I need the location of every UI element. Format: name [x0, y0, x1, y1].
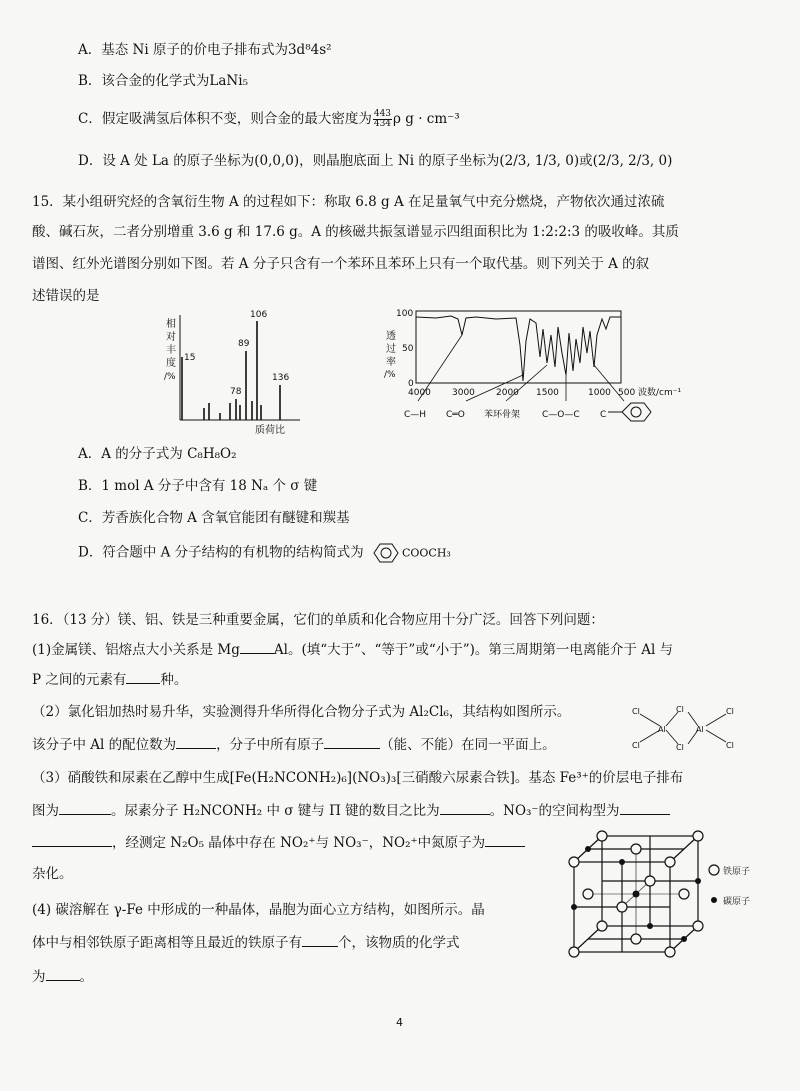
q15-option-b: B．1 mol A 分子中含有 18 Nₐ 个 σ 键: [78, 478, 318, 494]
q16-part1-text-d: 种。: [160, 672, 188, 688]
q15-stem-line-3: 谱图、红外光谱图分别如下图。若 A 分子只含有一个苯环且苯环上只有一个取代基。则下列关于 A 的叙: [32, 256, 650, 272]
cl-atom: Cl: [676, 743, 684, 752]
legend-carbon-icon: [711, 897, 717, 903]
q14-coordinate-1: (2/3, 1/3, 0): [499, 153, 580, 169]
svg-text:1500: 1500: [536, 388, 559, 398]
ms-peak-label-78: 78: [230, 387, 242, 397]
ir-band-co: C═O: [446, 410, 465, 420]
q16-part3-line3: [32, 834, 525, 851]
q16-part4-line1: (4) 碳溶解在 γ-Fe 中形成的一种晶体，晶胞为面心立方结构，如图所示。晶: [32, 902, 485, 918]
ir-x-axis-label: 波数/cm⁻¹: [638, 388, 682, 398]
ms-y-axis-label: [164, 317, 176, 382]
ms-peak-label-136: 136: [272, 373, 290, 383]
ir-y-axis-label: [384, 330, 396, 380]
q14-option-a: A．基态 Ni 原子的价电子排布式为3d⁸4s²: [78, 42, 332, 58]
page-number: 4: [396, 1016, 403, 1029]
svg-text:2000: 2000: [496, 388, 519, 398]
ir-y-tick-0: 0: [408, 379, 414, 389]
q16-stem: 16．（13 分）镁、铝、铁是三种重要金属，它们的单质和化合物应用十分广泛。回答下列问题：: [32, 612, 604, 628]
svg-text:/%: /%: [384, 370, 396, 380]
answer-blank-8[interactable]: [32, 834, 112, 847]
legend-iron-icon: [709, 865, 719, 875]
ms-peak-label-89: 89: [238, 339, 250, 349]
ir-band-coc: C—O—C: [542, 410, 580, 420]
al-atom: Al: [658, 725, 666, 734]
q16-part3-line2: [32, 802, 670, 819]
svg-text:度: 度: [166, 358, 176, 369]
ms-peak-label-15: 15: [184, 353, 196, 363]
q15-stem-line-2: 酸、碱石灰，二者分别增重 3.6 g 和 17.6 g。A 的核磁共振氢谱显示四组面积比为 1:2:2:3 的吸收峰。其质: [32, 224, 679, 240]
q16-part4-text-b: 个，该物质的化学式: [338, 935, 460, 951]
svg-text:过: 过: [386, 344, 396, 355]
q16-part3-text-c: 。NO₃⁻的空间构型为: [489, 803, 620, 819]
q14-option-d-text: D．设 A 处 La 的原子坐标为(0,0,0)，则晶胞底面上 Ni 的原子坐标为: [78, 153, 500, 169]
ir-spectrum-figure: [366, 305, 696, 434]
answer-blank-11[interactable]: [46, 968, 80, 981]
svg-text:相: 相: [166, 319, 176, 330]
svg-text:4000: 4000: [408, 388, 431, 398]
q14-option-c-unit: ρ g · cm⁻³: [393, 111, 460, 127]
answer-blank-9[interactable]: [485, 834, 525, 847]
ms-peaks: [182, 321, 280, 420]
ir-band-c-benzene: C: [600, 410, 607, 420]
svg-text:/%: /%: [164, 372, 176, 382]
cl-atom: Cl: [632, 741, 640, 750]
svg-text:1000: 1000: [588, 388, 611, 398]
ms-x-axis-label: 质荷比: [255, 425, 285, 436]
q16-part1-text-a: (1)金属镁、铝熔点大小关系是 Mg: [32, 642, 240, 658]
q16-part3-line4: 杂化。: [32, 866, 73, 882]
answer-blank-10[interactable]: [302, 934, 338, 947]
ms-peak-label-106: 106: [250, 310, 268, 320]
ir-y-tick-50: 50: [402, 344, 414, 354]
cl-atom: Cl: [632, 707, 640, 716]
fcc-crystal-figure: [566, 826, 756, 970]
q16-part2-text-b: ，分子中所有原子: [216, 737, 325, 753]
cl-atom: Cl: [676, 705, 684, 714]
q14-option-c: [78, 110, 460, 129]
q15-option-d-text: D．符合题中 A 分子结构的有机物的结构简式为: [78, 544, 364, 561]
q14-option-d: [78, 153, 672, 169]
legend-carbon-label: 碳原子: [723, 897, 751, 907]
q16-part3-text-b: 。尿素分子 H₂NCONH₂ 中 σ 键与 Π 键的数目之比为: [111, 803, 440, 819]
q16-part2-text-c: （能、不能）在同一平面上。: [380, 737, 556, 753]
q16-part1-line2: [32, 671, 187, 688]
svg-text:透: 透: [386, 331, 396, 342]
benzene-ring-icon: [368, 542, 402, 564]
q16-part3-line1: （3）硝酸铁和尿素在乙醇中生成[Fe(H₂NCONH₂)₆](NO₃)₃[三硝酸六尿素合铁]。基态 Fe³⁺的价层电子排布: [32, 770, 684, 786]
q14-coordinate-2: (2/3, 2/3, 0): [592, 153, 673, 169]
q15-option-d-group: COOCH₃: [401, 546, 451, 560]
q15-option-c: C．芳香族化合物 A 含氧官能团有醚键和羰基: [78, 510, 350, 526]
fraction-numerator: 443: [373, 109, 392, 119]
answer-blank-2[interactable]: [126, 671, 160, 684]
svg-text:丰: 丰: [166, 345, 176, 356]
svg-text:率: 率: [386, 357, 396, 368]
fraction-denominator: 434: [373, 119, 392, 129]
q16-part1-text-b: Al。(填“大于”、“等于”或“小于”)。第三周期第一电离能介于 Al 与: [273, 642, 674, 658]
ir-band-ch: C—H: [404, 410, 427, 420]
cl-atom: Cl: [726, 741, 734, 750]
benzene-ring-icon: [608, 403, 651, 421]
legend-iron-label: 铁原子: [723, 867, 751, 877]
al-atom: Al: [696, 725, 704, 734]
q16-part2-line1: （2）氯化铝加热时易升华，实验测得升华所得化合物分子式为 Al₂Cl₆，其结构如图所示。: [32, 704, 571, 720]
answer-blank-5[interactable]: [59, 802, 111, 815]
q16-part2-line2: [32, 736, 556, 753]
q14-option-d-or: 或: [579, 153, 593, 169]
q16-part1-line1: [32, 641, 673, 658]
q16-part2-text-a: 该分子中 Al 的配位数为: [32, 737, 177, 753]
q14-option-c-text: C．假定吸满氢后体积不变，则合金的最大密度为: [78, 111, 372, 127]
answer-blank-7[interactable]: [620, 802, 670, 815]
answer-blank-1[interactable]: [240, 641, 274, 654]
ir-band-benzene: 苯环骨架: [484, 410, 521, 420]
density-fraction: [373, 110, 392, 129]
q15-option-a: A．A 的分子式为 C₈H₈O₂: [78, 446, 237, 462]
q16-part4-line3: [32, 968, 93, 985]
q16-part3-text-a: 图为: [32, 803, 59, 819]
q15-option-d: [78, 542, 451, 564]
answer-blank-4[interactable]: [324, 736, 380, 749]
cl-atom: Cl: [726, 707, 734, 716]
ir-y-tick-100: 100: [396, 309, 414, 319]
mass-spectrum-figure: [160, 305, 310, 444]
q16-part4-line2: [32, 934, 460, 951]
ir-x-ticks: [408, 388, 635, 398]
svg-text:对: 对: [166, 332, 176, 343]
q15-stem-line-1: 15．某小组研究烃的含氧衍生物 A 的过程如下：称取 6.8 g A 在足量氧气中充分燃烧，产物依次通过浓硫: [32, 194, 665, 210]
q16-part4-text-a: 体中与相邻铁原子距离相等且最近的铁原子有: [32, 935, 302, 951]
ir-spectrum-trace: [416, 316, 621, 381]
q16-part4-text-c: 为: [32, 969, 46, 985]
ir-plot-frame: [416, 311, 621, 383]
svg-text:500: 500: [618, 388, 636, 398]
svg-text:3000: 3000: [452, 388, 475, 398]
q16-part3-text-d: ，经测定 N₂O₅ 晶体中存在 NO₂⁺与 NO₃⁻，NO₂⁺中氮原子为: [112, 835, 486, 851]
q16-part1-text-c: P 之间的元素有: [32, 672, 127, 688]
al2cl6-structure-figure: [628, 702, 738, 758]
answer-blank-3[interactable]: [176, 736, 216, 749]
q14-option-b: B．该合金的化学式为LaNi₅: [78, 73, 248, 89]
q15-stem-line-4: 述错误的是: [32, 288, 100, 304]
q16-part4-text-d: 。: [79, 969, 93, 985]
answer-blank-6[interactable]: [440, 802, 490, 815]
